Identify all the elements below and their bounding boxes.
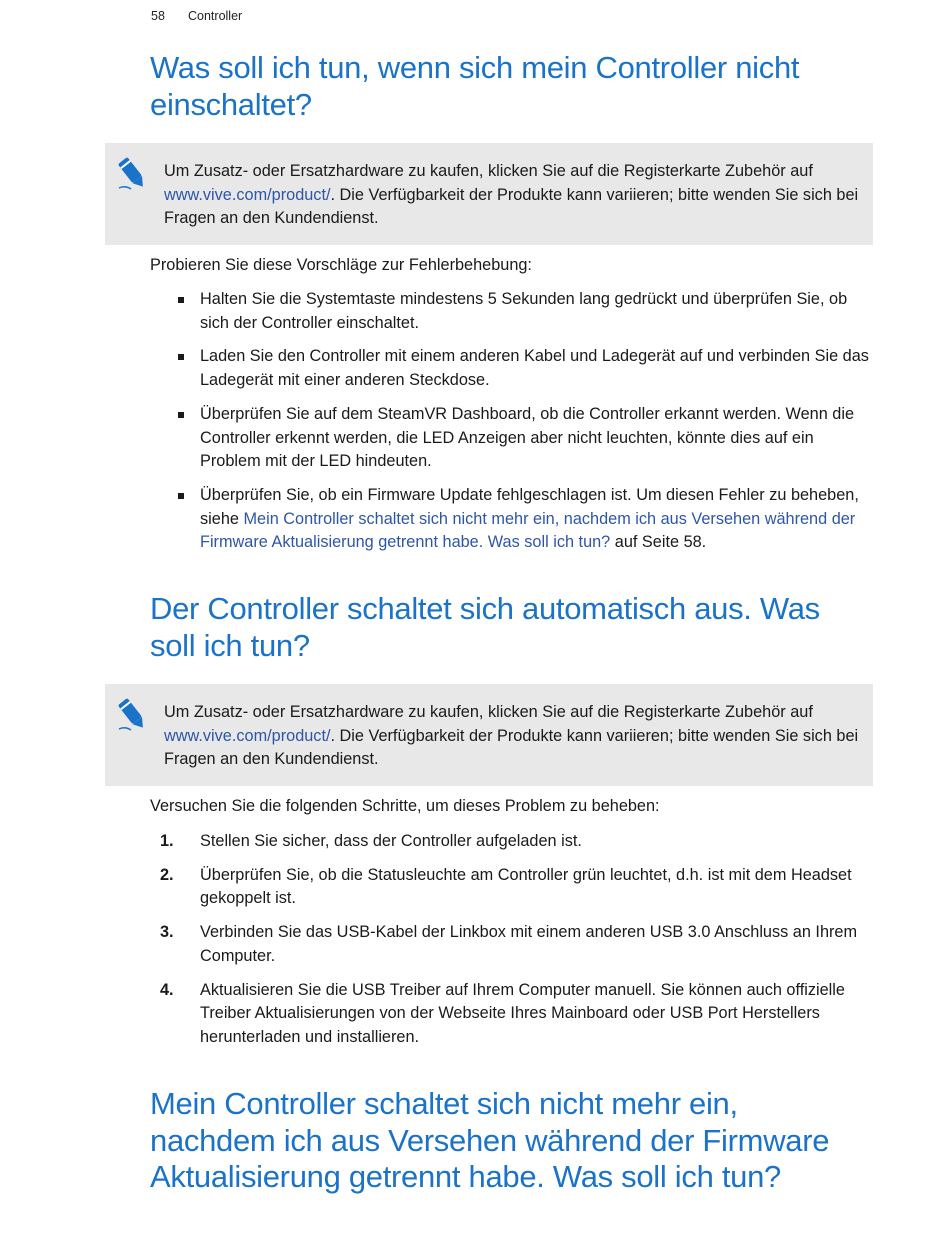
note-text-after: . Die Verfügbarkeit der Produkte kann variieren; bitte wenden Sie sich bei Fragen an den Kundendienst. — [164, 185, 859, 228]
troubleshooting-list — [150, 288, 875, 565]
step-item — [150, 864, 875, 911]
intro-text: Versuchen Sie die folgenden Schritte, um dieses Problem zu beheben: — [150, 797, 660, 815]
step-number: 4. — [160, 980, 174, 999]
cross-reference-link[interactable]: Mein Controller schaltet sich nicht mehr ein, nachdem ich aus Versehen während der Firmware Aktualisierung getrennt habe. Was soll ich tun? — [200, 509, 856, 552]
step-item — [150, 830, 875, 854]
intro-text: Probieren Sie diese Vorschläge zur Fehlerbehebung: — [150, 256, 532, 274]
pen-icon — [115, 155, 151, 193]
step-number: 1. — [160, 832, 174, 850]
vive-product-link[interactable]: www.vive.com/product/ — [164, 726, 331, 745]
section-name: Controller — [188, 9, 243, 23]
step-number: 3. — [160, 923, 174, 942]
step-text: Überprüfen Sie, ob die Statusleuchte am Controller grün leuchtet, d.h. ist mit dem Headset gekoppelt ist. — [200, 865, 852, 908]
bullet-text-before: Überprüfen Sie, ob ein Firmware Update fehlgeschlagen ist. Um diesen Fehler zu beheben, siehe — [200, 485, 859, 528]
pen-icon — [115, 696, 151, 734]
section-title-controller-not-turning-on: Was soll ich tun, wenn sich mein Controller nicht einschaltet? — [150, 50, 800, 122]
step-number: 2. — [160, 865, 174, 884]
note-box — [105, 684, 873, 786]
list-item — [150, 484, 875, 555]
section-title-firmware-interrupted: Mein Controller schaltet sich nicht mehr ein, nachdem ich aus Versehen während der Firmware Aktualisierung getrennt habe. Was soll ich tun? — [150, 1086, 830, 1194]
note-box — [105, 143, 873, 245]
step-text: Verbinden Sie das USB-Kabel der Linkbox mit einem anderen USB 3.0 Anschluss an Ihrem Computer. — [200, 923, 858, 965]
page-header — [151, 9, 242, 23]
vive-product-link[interactable]: www.vive.com/product/ — [164, 185, 331, 204]
bullet-text-after: auf Seite 58. — [610, 533, 707, 552]
note-text-before: Um Zusatz- oder Ersatzhardware zu kaufen, klicken Sie auf die Registerkarte Zubehör auf — [164, 162, 813, 180]
step-item — [150, 979, 875, 1050]
list-item: Laden Sie den Controller mit einem anderen Kabel und Ladegerät auf und verbinden Sie das Ladegerät mit einer anderen Steckdose. — [150, 345, 875, 392]
note-text — [164, 701, 864, 772]
page-number: 58 — [151, 9, 165, 23]
step-text: Aktualisieren Sie die USB Treiber auf Ihrem Computer manuell. Sie können auch offizielle Treiber Aktualisierungen von der Webseite Ihres Mainboard oder USB Port Herstellers herunterladen und installieren. — [200, 980, 845, 1046]
note-text — [164, 160, 864, 231]
section-title-controller-turns-off: Der Controller schaltet sich automatisch aus. Was soll ich tun? — [150, 591, 820, 663]
steps-list — [150, 830, 875, 1060]
step-text: Stellen Sie sicher, dass der Controller aufgeladen ist. — [200, 832, 582, 850]
note-text-before: Um Zusatz- oder Ersatzhardware zu kaufen, klicken Sie auf die Registerkarte Zubehör auf — [164, 703, 813, 721]
list-item: Halten Sie die Systemtaste mindestens 5 Sekunden lang gedrückt und überprüfen Sie, ob sich der Controller einschaltet. — [150, 288, 875, 335]
list-item: Überprüfen Sie auf dem SteamVR Dashboard, ob die Controller erkannt werden. Wenn die Controller erkennt werden, die LED Anzeigen aber nicht leuchten, könnte dies auf ein Problem mit der LED hindeuten. — [150, 403, 875, 474]
step-item — [150, 921, 875, 968]
note-text-after: . Die Verfügbarkeit der Produkte kann variieren; bitte wenden Sie sich bei Fragen an den Kundendienst. — [164, 726, 859, 769]
